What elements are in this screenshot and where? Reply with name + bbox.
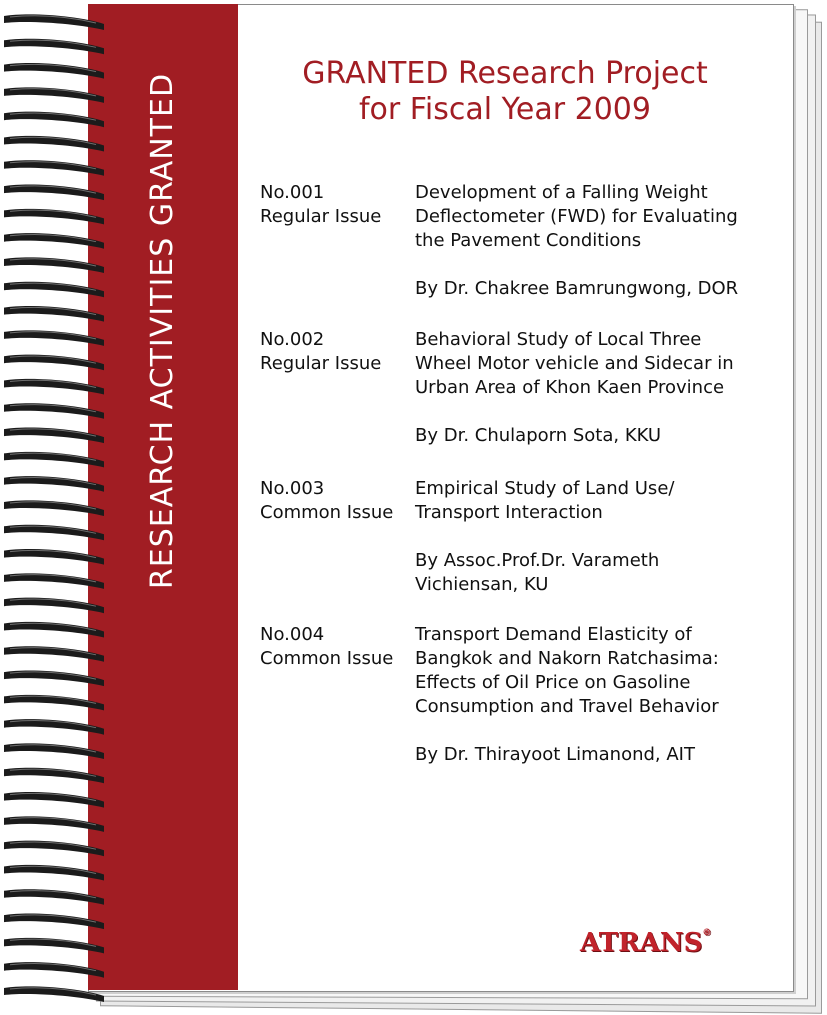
- project-author: By Dr. Thirayoot Limanond, AIT: [415, 744, 695, 765]
- project-title-line: the Pavement Conditions: [415, 230, 642, 251]
- project-title-line: Transport Demand Elasticity of: [415, 624, 692, 645]
- project-title-line: Wheel Motor vehicle and Sidecar in: [415, 353, 734, 374]
- project-title-line: Consumption and Travel Behavior: [415, 696, 719, 717]
- project-title-line: Transport Interaction: [415, 502, 603, 523]
- project-issue: Common Issue: [260, 648, 394, 669]
- atrans-logo: [580, 928, 711, 958]
- spine-title: RESEARCH ACTIVITIES GRANTED: [145, 72, 180, 590]
- project-issue: Regular Issue: [260, 353, 382, 374]
- project-number: No.001: [260, 182, 325, 203]
- project-issue: Regular Issue: [260, 206, 382, 227]
- project-author-line: Vichiensan, KU: [415, 574, 549, 595]
- project-title-line: Urban Area of Khon Kaen Province: [415, 377, 725, 398]
- project-title-line: Empirical Study of Land Use/: [415, 478, 675, 499]
- project-title-line: Behavioral Study of Local Three: [415, 329, 702, 350]
- project-number: No.002: [260, 329, 325, 350]
- registered-mark: ®: [702, 928, 712, 938]
- spiral-binding-icon: [0, 0, 140, 1015]
- project-number: No.004: [260, 624, 325, 645]
- project-title-line: Bangkok and Nakorn Ratchasima:: [415, 648, 719, 669]
- project-title-line: Development of a Falling Weight: [415, 182, 708, 203]
- project-title-line: Effects of Oil Price on Gasoline: [415, 672, 691, 693]
- page-title: [240, 56, 770, 128]
- page-title-line-1: GRANTED Research Project: [302, 56, 708, 91]
- atrans-logo-text: ATRANS: [580, 928, 703, 958]
- page-title-line-2: for Fiscal Year 2009: [359, 92, 651, 127]
- project-issue: Common Issue: [260, 502, 394, 523]
- project-author: By Assoc.Prof.Dr. Varameth: [415, 550, 660, 571]
- project-author: By Dr. Chakree Bamrungwong, DOR: [415, 278, 739, 299]
- project-number: No.003: [260, 478, 325, 499]
- project-title-line: Deflectometer (FWD) for Evaluating: [415, 206, 738, 227]
- project-author: By Dr. Chulaporn Sota, KKU: [415, 425, 662, 446]
